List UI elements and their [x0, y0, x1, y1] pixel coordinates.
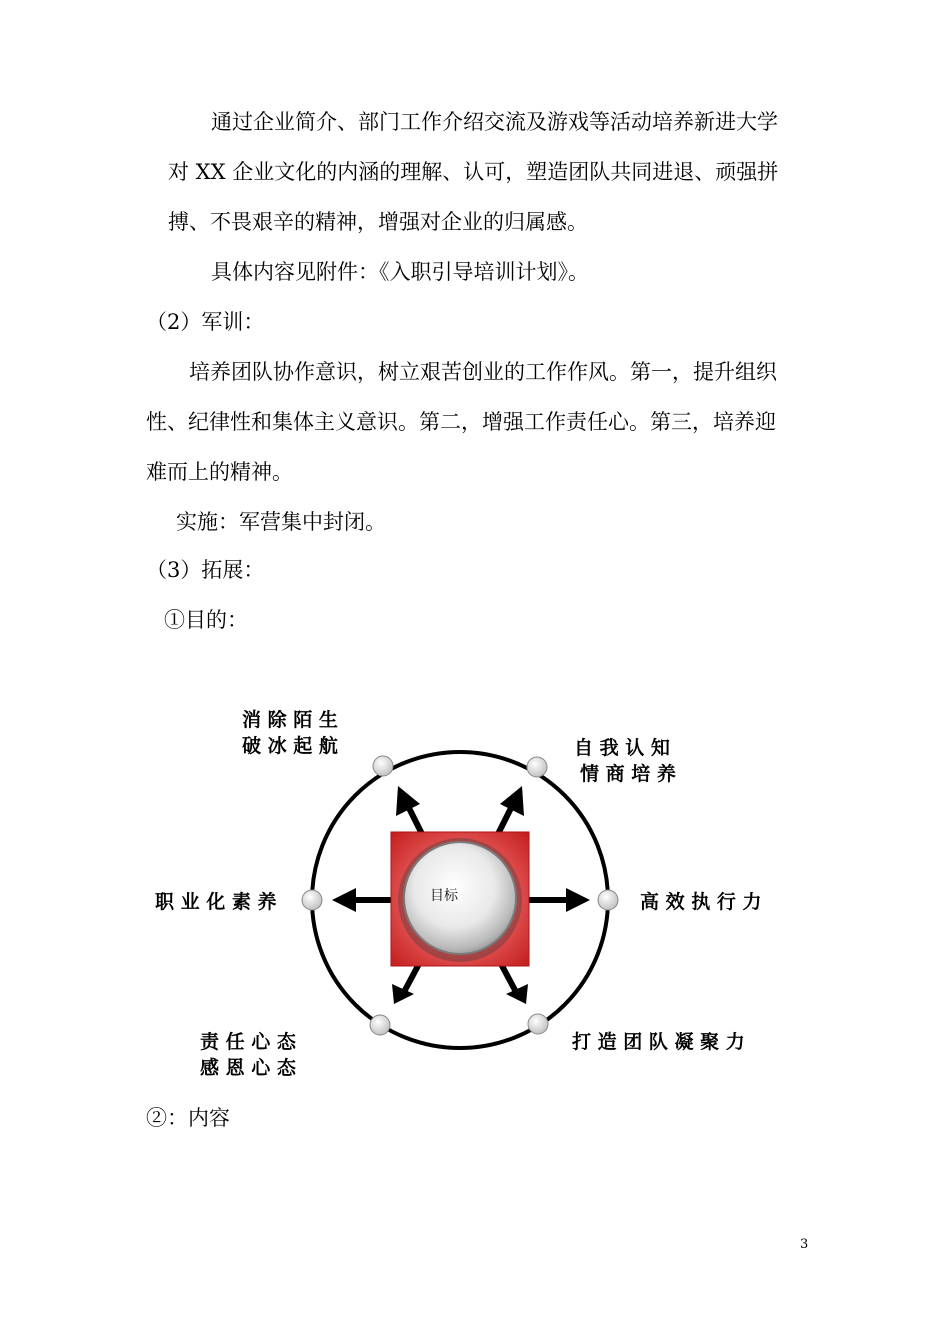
- center-label: 目标: [430, 888, 458, 904]
- paragraph-1-line-1: 通过企业简介、部门工作介绍交流及游戏等活动培养新进大学: [211, 110, 778, 134]
- node-left: [302, 890, 322, 910]
- paragraph-3-line-3: 难而上的精神。: [146, 460, 293, 484]
- paragraph-4: 实施：军营集中封闭。: [176, 510, 386, 534]
- paragraph-3-line-1: 培养团队协作意识，树立艰苦创业的工作作风。第一，提升组织: [189, 360, 777, 384]
- paragraph-1-line-3: 搏、不畏艰辛的精神，增强对企业的归属感。: [168, 210, 588, 234]
- arrow-right: [520, 888, 590, 912]
- label-top-right-2: 情 商 培 养: [580, 763, 676, 785]
- paragraph-3-line-2: 性、纪律性和集体主义意识。第二，增强工作责任心。第三，培养迎: [146, 410, 776, 434]
- subheading-content: ②：内容: [146, 1106, 230, 1130]
- label-bottom-left-2: 感 恩 心 态: [200, 1057, 296, 1079]
- node-top-right: [527, 757, 547, 777]
- arrow-left: [332, 888, 400, 912]
- paragraph-1-line-2: 对 XX 企业文化的内涵的理解、认可，塑造团队共同进退、顽强拼: [168, 160, 779, 184]
- node-bottom-left: [370, 1015, 390, 1035]
- label-right: 高 效 执 行 力: [640, 891, 762, 913]
- node-bottom-right: [528, 1014, 548, 1034]
- label-bottom-right: 打 造 团 队 凝 聚 力: [572, 1031, 745, 1053]
- node-top-left: [373, 756, 393, 776]
- section-heading-3: （3）拓展：: [146, 558, 265, 582]
- arrow-down-left: [392, 962, 420, 1004]
- arrow-down-right: [500, 962, 528, 1004]
- subheading-purpose: ①目的：: [164, 608, 248, 632]
- label-top-left-2: 破 冰 起 航: [242, 735, 338, 757]
- section-heading-2: （2）军训：: [146, 310, 265, 334]
- label-top-right-1: 自 我 认 知: [574, 737, 670, 759]
- label-bottom-left-1: 责 任 心 态: [200, 1031, 296, 1053]
- paragraph-2: 具体内容见附件：《入职引导培训计划》。: [211, 260, 589, 284]
- node-right: [598, 890, 618, 910]
- label-left: 职 业 化 素 养: [155, 891, 277, 913]
- page-number: 3: [800, 1237, 809, 1252]
- label-top-left-1: 消 除 陌 生: [242, 709, 338, 731]
